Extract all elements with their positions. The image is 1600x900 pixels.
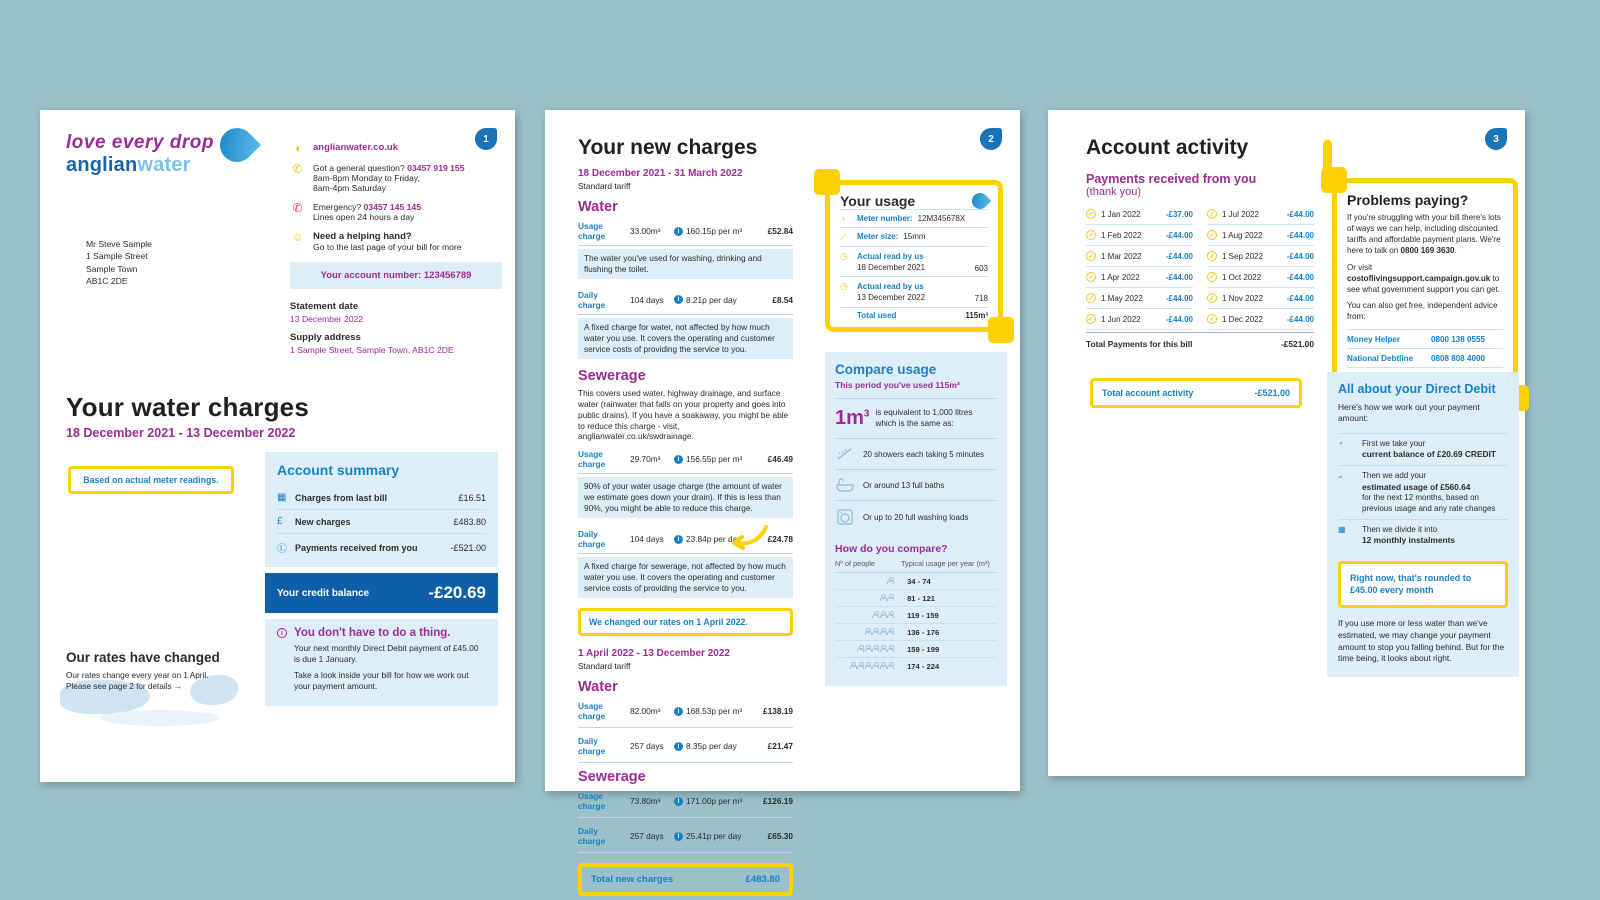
meter-number-value: 12M345678X <box>917 213 966 223</box>
payments-title: Payments received from you <box>1086 172 1257 186</box>
info-icon: i <box>277 628 287 638</box>
payments-total-value: -£521.00 <box>1280 339 1314 350</box>
account-number-box <box>290 262 502 289</box>
help-label: Need a helping hand? <box>313 231 412 242</box>
page-title: Your water charges <box>66 392 309 422</box>
charge-label: Usage charge <box>578 791 606 811</box>
helping-hand-icon: ☺ <box>291 230 304 244</box>
nothing-to-do-text: Take a look inside your bill for how we work out your payment amount. <box>294 669 469 692</box>
summary-row <box>277 486 486 509</box>
summary-label: Payments received from you <box>295 542 418 553</box>
payment-row <box>1207 204 1314 225</box>
payment-row <box>1086 225 1193 246</box>
clock-icon: ◷ <box>840 280 848 291</box>
emergency-hours: Lines open 24 hours a day <box>313 212 415 222</box>
check-icon: ✓ <box>1207 272 1217 282</box>
phone-icon: ✆ <box>292 162 303 176</box>
advice-row <box>1347 348 1503 367</box>
charge-label: Usage charge <box>578 221 606 241</box>
pound-icon: £ <box>277 516 283 527</box>
info-icon[interactable]: i <box>674 535 683 544</box>
payment-row <box>1207 246 1314 267</box>
charge-label: Usage charge <box>578 449 606 470</box>
question-phone-link[interactable]: 03457 919 155 <box>407 163 465 173</box>
compare-row <box>835 607 997 624</box>
total-account-activity-box <box>1090 378 1302 408</box>
problems-title: Problems paying? <box>1347 192 1469 208</box>
usage-title: Your usage <box>840 193 916 209</box>
payment-amount: -£44.00 <box>1165 251 1193 261</box>
payment-date: 1 Sep 2022 <box>1222 251 1263 261</box>
total-value: £483.80 <box>745 874 780 885</box>
charge-qty: 82.00m³ <box>630 706 661 716</box>
check-icon: ✓ <box>1207 314 1217 324</box>
question-hours: 8am-8pm Monday to Friday, <box>313 173 420 183</box>
payment-row <box>1086 267 1193 288</box>
people-icons <box>835 611 893 620</box>
total-used-value: 115m³ <box>965 311 988 321</box>
check-icon: ✓ <box>1086 314 1096 324</box>
help-text: Go to the last page of your bill for more <box>313 242 462 252</box>
charge-row <box>578 734 793 763</box>
people-icons <box>835 594 893 603</box>
charge-row <box>578 288 793 315</box>
emergency-label: Emergency? <box>313 202 362 212</box>
equivalent-text: 20 showers each taking 5 minutes <box>863 449 984 459</box>
check-icon: ✓ <box>1086 209 1096 219</box>
read-label: Actual read by us <box>857 251 924 261</box>
unit-label: $1m^3$ <box>835 407 870 429</box>
account-summary-title: Account summary <box>277 462 400 478</box>
payment-date: 1 Mar 2022 <box>1101 251 1142 261</box>
charge-label: Usage charge <box>578 701 606 721</box>
payments-total-row <box>1086 332 1314 349</box>
washing-machine-icon <box>835 508 855 526</box>
account-summary <box>265 452 498 706</box>
info-icon[interactable]: i <box>674 742 683 751</box>
calendar-icon: ▦ <box>1338 525 1346 535</box>
payment-amount: -£44.00 <box>1286 314 1314 324</box>
charge-qty: 257 days <box>630 741 664 751</box>
charge-label: Daily charge <box>578 289 606 310</box>
payments-table <box>1086 204 1314 330</box>
sewerage-section-title: Sewerage <box>578 367 646 384</box>
summary-label: New charges <box>295 516 351 527</box>
total-activity-value: -£521.00 <box>1254 388 1290 398</box>
charge-rate: 168.53p per m³ <box>686 706 743 716</box>
rates-changed-title: Our rates have changed <box>66 650 220 665</box>
charge-row <box>578 824 793 853</box>
nothing-to-do-panel <box>265 619 498 706</box>
check-icon: ✓ <box>1207 293 1217 303</box>
info-icon[interactable]: i <box>674 797 683 806</box>
total-used-label: Total used <box>857 311 897 321</box>
tariff-label: Standard tariff <box>578 661 631 671</box>
payment-amount: -£44.00 <box>1165 293 1193 303</box>
equivalent-row <box>835 500 997 533</box>
emergency-phone-link[interactable]: 03457 145 145 <box>363 202 421 212</box>
payment-row <box>1207 288 1314 309</box>
charge-qty: 104 days <box>630 534 664 545</box>
usage-range: 136 - 176 <box>907 627 940 637</box>
charge-rate: 23.84p per day <box>686 534 742 545</box>
period1-dates: 18 December 2021 - 31 March 2022 <box>578 168 743 179</box>
supply-address-label: Supply address <box>290 332 361 343</box>
charge-rate: 25.41p per day <box>686 831 742 841</box>
payment-date: 1 Dec 2022 <box>1222 314 1263 324</box>
payment-date: 1 Aug 2022 <box>1222 230 1263 240</box>
charge-amount: £46.49 <box>767 454 793 465</box>
dd-step: ◔ First we take your current balance of £20.69 CREDIT <box>1338 433 1508 466</box>
charge-rate: 8.35p per day <box>686 741 737 751</box>
charge-amount: £52.84 <box>767 226 793 236</box>
calendar-icon: ▦ <box>277 492 287 503</box>
payment-amount: -£44.00 <box>1286 230 1314 240</box>
compare-table-title: How do you compare? <box>835 543 948 555</box>
total-label: Total new charges <box>591 874 674 885</box>
dd-step: ▦ Then we divide it into 12 monthly instalments <box>1338 519 1508 552</box>
payment-amount: -£44.00 <box>1165 314 1193 324</box>
period2-dates: 1 April 2022 - 13 December 2022 <box>578 648 730 659</box>
credit-balance-banner <box>265 573 498 613</box>
equivalent-text: Or around 13 full baths <box>863 480 945 490</box>
payment-date: 1 May 2022 <box>1101 293 1143 303</box>
compare-row <box>835 590 997 607</box>
problems-text: You can also get free, independent advice from: <box>1347 301 1498 322</box>
water-drop-icon <box>213 121 261 169</box>
meter-icon: ◔ <box>840 213 846 224</box>
compare-table-header <box>835 555 997 573</box>
rates-changed-banner: We changed our rates on 1 April 2022. <box>578 608 793 636</box>
address-line: Sample Town <box>86 263 138 274</box>
water-section-title: Water <box>578 199 618 215</box>
usage-total-row <box>840 307 988 324</box>
read-date: 18 December 2021 <box>857 262 926 272</box>
tariff-label: Standard tariff <box>578 181 631 191</box>
ruler-icon: ⟋ <box>840 231 847 242</box>
curved-arrow-decoration <box>730 525 770 551</box>
charge-amount: £65.30 <box>767 831 793 841</box>
payment-amount: -£44.00 <box>1165 272 1193 282</box>
charge-label: Daily charge <box>578 529 606 550</box>
payment-row <box>1207 309 1314 330</box>
direct-debit-intro: Here's how we work out your payment amount: <box>1338 402 1480 424</box>
payment-row <box>1086 246 1193 267</box>
tap-icon: ⟓ <box>1338 471 1342 481</box>
summary-row <box>277 509 486 533</box>
charge-description: The water you've used for washing, drinking and flushing the toilet. <box>578 249 793 279</box>
charge-description: 90% of your water usage charge (the amount of water we estimate goes down your drain). If this is less than 90%, you might be able to reduce this charge. <box>578 477 793 518</box>
bill-page-1 <box>40 110 515 782</box>
payment-amount: -£44.00 <box>1286 272 1314 282</box>
rounded-payment-box: Right now, that's rounded to £45.00 every month <box>1338 561 1508 608</box>
problems-text: If you're struggling with your bill there's lots of ways we can help, including discounted tariffs and affordable payment plans. We're here to talk on 0800 169 3630. <box>1347 213 1501 255</box>
usage-range: 34 - 74 <box>907 576 931 586</box>
compare-row <box>835 624 997 641</box>
charge-rate: 171.00p per m³ <box>686 796 743 806</box>
unit-desc: which is the same as: <box>875 418 954 428</box>
payment-date: 1 Oct 2022 <box>1222 272 1262 282</box>
summary-label: Charges from last bill <box>295 492 388 503</box>
dd-step: ⟓ Then we add your estimated usage of £560.64 for the next 12 months, based on previous usage and any rate changes <box>1338 465 1508 519</box>
payment-date: 1 Apr 2022 <box>1101 272 1140 282</box>
summary-value: £16.51 <box>458 492 486 503</box>
charge-amount: £8.54 <box>772 294 793 305</box>
read-value: 603 <box>974 263 988 273</box>
info-icon[interactable]: i <box>674 707 683 716</box>
charge-row <box>578 699 793 728</box>
advice-phone[interactable]: 0808 808 4000 <box>1431 353 1486 363</box>
problems-paying-panel <box>1332 178 1518 400</box>
clock-icon: ◷ <box>840 250 848 261</box>
meter-size-value: 15mm <box>903 231 926 241</box>
payment-row <box>1207 267 1314 288</box>
check-icon: ✓ <box>1207 251 1217 261</box>
payment-amount: -£44.00 <box>1286 251 1314 261</box>
sewerage-intro: This covers used water, highway drainage, and surface water (rainwater that falls on your property and goes into public drains). If you have a soakaway, you might be able to reduce this charge - visit, anglianwater.co.uk/swdrainage. <box>578 387 789 442</box>
address-line: 1 Sample Street <box>86 251 148 262</box>
direct-debit-title: All about your Direct Debit <box>1338 382 1496 396</box>
info-icon[interactable]: i <box>674 227 683 236</box>
charge-qty: 33.00m³ <box>630 226 661 236</box>
shower-icon <box>835 446 855 462</box>
charge-description: A fixed charge for sewerage, not affected by how much water you use. It covers the operating and customer service costs of providing the service to you. <box>578 557 793 598</box>
payment-amount: -£44.00 <box>1286 209 1314 219</box>
check-icon: ✓ <box>1207 230 1217 240</box>
charge-rate: 8.21p per day <box>686 294 737 305</box>
payments-total-label: Total Payments for this bill <box>1086 339 1193 350</box>
check-icon: ✓ <box>1086 230 1096 240</box>
charge-amount: £126.19 <box>763 796 793 806</box>
equivalent-row <box>835 469 997 500</box>
total-new-charges-box <box>578 863 793 896</box>
bill-page-2 <box>545 110 1020 885</box>
address-line: Mr Steve Sample <box>86 239 152 249</box>
question-hours: 8am-4pm Saturday <box>313 183 387 193</box>
rates-changed-note <box>66 650 246 693</box>
balance-label: Your credit balance <box>277 587 370 599</box>
usage-row <box>840 246 988 276</box>
logo-brand-water: water <box>137 154 191 176</box>
charge-qty: 104 days <box>630 294 664 305</box>
payment-amount: -£44.00 <box>1286 293 1314 303</box>
check-icon: ✓ <box>1207 209 1217 219</box>
charge-amount: £138.19 <box>763 706 793 716</box>
check-icon: ✓ <box>1086 293 1096 303</box>
check-icon: ✓ <box>1086 272 1096 282</box>
page-number-badge: 2 <box>980 128 1002 150</box>
advice-org-link[interactable]: Money Helper <box>1347 334 1401 344</box>
charge-amount: £21.47 <box>767 741 793 751</box>
payment-row <box>1086 309 1193 330</box>
advice-org-link[interactable]: National Debtline <box>1347 353 1414 363</box>
account-number-value: 123456789 <box>423 270 472 281</box>
payment-amount: -£44.00 <box>1165 230 1193 240</box>
compare-row <box>835 573 997 590</box>
billing-period: 18 December 2021 - 13 December 2022 <box>66 426 296 440</box>
payment-row <box>1086 288 1193 309</box>
charge-qty: 29.70m³ <box>630 454 661 465</box>
read-value: 718 <box>974 294 988 304</box>
unit-desc: is equivalent to 1,000 litres <box>875 407 973 417</box>
usage-row <box>840 209 988 227</box>
statement-date-value: 13 December 2022 <box>290 314 364 324</box>
charge-row <box>578 219 793 246</box>
pound-circle-icon: Ⓛ <box>277 544 287 555</box>
info-icon[interactable]: i <box>674 455 683 464</box>
read-label: Actual read by us <box>857 281 924 291</box>
charge-row <box>578 447 793 474</box>
payment-date: 1 Jul 2022 <box>1222 209 1259 219</box>
payment-date: 1 Jan 2022 <box>1101 209 1141 219</box>
col-usage: Typical usage per year (m³) <box>901 559 990 568</box>
helpline-phone[interactable]: 0800 169 3630 <box>1400 245 1455 255</box>
sewerage-section-title: Sewerage <box>578 769 646 785</box>
bath-icon <box>835 477 855 493</box>
usage-range: 81 - 121 <box>907 593 935 603</box>
payment-date: 1 Nov 2022 <box>1222 293 1263 303</box>
advice-row <box>1347 329 1503 348</box>
usage-range: 159 - 199 <box>907 644 940 654</box>
direct-debit-outro: If you use more or less water than we've estimated, we may change your payment amount to stop you falling behind. But for the time being, it looks about right. <box>1338 618 1505 664</box>
people-icons <box>835 628 893 637</box>
nothing-to-do-text: Your next monthly Direct Debit payment of £45.00 is due 1 January. <box>294 643 479 665</box>
meter-number-label: Meter number: <box>857 213 913 223</box>
mouse-icon: ◖ <box>293 141 302 155</box>
col-people: Nº of people <box>835 559 875 568</box>
address-line: AB1C 2DE <box>86 276 128 287</box>
charge-rate: 156.55p per m³ <box>686 454 743 465</box>
people-icons <box>835 577 893 586</box>
payment-date: 1 Feb 2022 <box>1101 230 1142 240</box>
balance-value: -£20.69 <box>428 583 486 602</box>
charge-qty: 257 days <box>630 831 664 841</box>
logo-tagline: love every drop <box>66 132 214 153</box>
info-icon[interactable]: i <box>674 832 683 841</box>
usage-row <box>840 276 988 306</box>
people-icons <box>835 645 893 654</box>
charge-label: Daily charge <box>578 826 606 846</box>
usage-range: 119 - 159 <box>907 610 939 620</box>
supply-address-value: 1 Sample Street, Sample Town, AB1C 2DE <box>290 345 454 355</box>
splash-decoration <box>100 710 220 726</box>
summary-value: -£521.00 <box>450 542 486 553</box>
question-label: Got a general question? <box>313 163 405 173</box>
logo-brand-anglian: anglian <box>66 154 138 176</box>
bill-page-3 <box>1048 110 1525 776</box>
emergency-phone-icon: ✆ <box>292 201 303 215</box>
charge-row <box>578 789 793 818</box>
summary-row <box>277 533 486 561</box>
customer-address <box>86 238 152 288</box>
meter-size-label: Meter size: <box>857 231 899 241</box>
charge-qty: 73.80m³ <box>630 796 661 806</box>
problems-text: Or visit costoflivingsupport.campaign.gov.uk to see what government support you can get. <box>1347 262 1500 294</box>
charge-label: Daily charge <box>578 736 606 756</box>
summary-value: £483.80 <box>453 516 486 527</box>
compare-usage-panel <box>825 352 1007 686</box>
charge-rate: 160.15p per m³ <box>686 226 743 236</box>
payments-subtitle: (thank you) <box>1086 186 1142 199</box>
payment-row <box>1086 204 1193 225</box>
compare-subtitle: This period you've used 115m³ <box>835 380 997 399</box>
meter-icon: ◔ <box>1338 438 1343 448</box>
charge-amount: £24.78 <box>767 534 793 545</box>
equivalent-text: Or up to 20 full washing loads <box>863 512 969 522</box>
payment-amount: -£37.00 <box>1165 209 1193 219</box>
anglian-water-logo <box>66 132 216 177</box>
usage-row <box>840 227 988 246</box>
check-icon: ✓ <box>1086 251 1096 261</box>
your-usage-panel <box>825 180 1003 332</box>
water-section-title: Water <box>578 679 618 695</box>
page-title: Account activity <box>1086 136 1249 159</box>
meter-readings-note: Based on actual meter readings. <box>68 466 234 494</box>
payment-row <box>1207 225 1314 246</box>
page-number-badge: 1 <box>475 128 497 150</box>
people-icons <box>835 662 893 671</box>
advice-phone[interactable]: 0800 138 0555 <box>1431 334 1486 344</box>
support-site-link[interactable]: costoflivingsupport.campaign.gov.uk <box>1347 273 1491 283</box>
website-link[interactable]: anglianwater.co.uk <box>313 142 398 153</box>
compare-row <box>835 658 997 674</box>
equivalent-row <box>835 438 997 469</box>
usage-range: 174 - 224 <box>907 661 940 671</box>
total-activity-label: Total account activity <box>1102 388 1194 398</box>
charge-description: A fixed charge for water, not affected by how much water you use. It covers the operating and customer service costs of providing the service to you. <box>578 318 793 359</box>
nothing-to-do-title: You don't have to do a thing. <box>294 627 451 639</box>
compare-title: Compare usage <box>835 362 937 377</box>
contact-panel <box>290 142 502 363</box>
statement-date-label: Statement date <box>290 301 359 312</box>
rates-changed-text: Our rates change every year on 1 April. <box>66 671 209 680</box>
direct-debit-panel <box>1327 372 1519 677</box>
read-date: 13 December 2022 <box>857 293 926 303</box>
info-icon[interactable]: i <box>674 295 683 304</box>
page-number-badge: 3 <box>1485 128 1507 150</box>
page-title: Your new charges <box>578 136 758 159</box>
account-number-label: Your account number: <box>320 270 422 281</box>
rates-changed-link: Please see page 2 for details → <box>66 682 183 692</box>
compare-row <box>835 641 997 658</box>
payment-date: 1 Jun 2022 <box>1101 314 1141 324</box>
